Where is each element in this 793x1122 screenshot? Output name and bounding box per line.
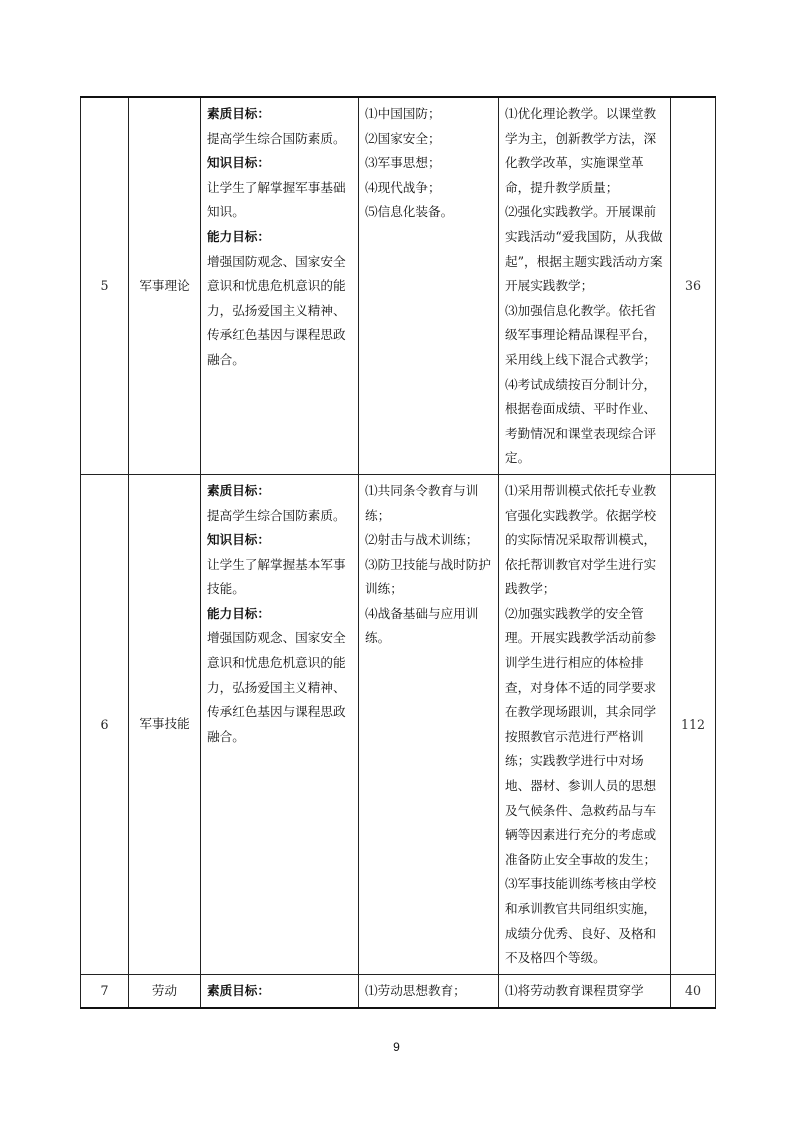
content-item: ⑷战备基础与应用训练。 (365, 605, 479, 646)
course-name: 军事理论 (129, 97, 201, 474)
course-number: 6 (81, 474, 129, 974)
table-row (81, 974, 716, 1008)
course-hours: 36 (671, 97, 716, 474)
objective-label: 素质目标： (207, 106, 270, 121)
course-number: 7 (81, 974, 129, 1008)
course-objectives (201, 474, 359, 974)
course-content (359, 974, 499, 1008)
teaching-requirements (499, 97, 671, 474)
objective-label: 能力目标： (207, 228, 270, 244)
course-objectives (201, 97, 359, 474)
course-content (359, 97, 499, 474)
content-item: ⑸信息化装备。 (365, 204, 454, 220)
objective-label: 知识目标： (207, 155, 270, 171)
course-name: 军事技能 (129, 474, 201, 974)
course-objectives (201, 974, 359, 1008)
objective-text: 让学生了解掌握军事基础知识。 (207, 179, 346, 220)
content-item: ⑴共同条令教育与训练； (365, 482, 479, 523)
requirement-item: ⑷考试成绩按百分制计分，根据卷面成绩、平时作业、考勤情况和课堂表现综合评定。 (505, 376, 657, 466)
course-content (359, 474, 499, 974)
content-item: ⑷现代战争； (365, 179, 441, 195)
content-item: ⑴劳动思想教育； (365, 982, 466, 998)
teaching-requirements (499, 974, 671, 1008)
objective-text: 增强国防观念、国家安全意识和忧患危机意识的能力，弘扬爱国主义精神、传承红色基因与课程思政融合。 (207, 253, 346, 367)
course-table (80, 96, 716, 1009)
requirement-item: ⑴采用帮训模式依托专业教官强化实践教学。依据学校的实际情况采取帮训模式，依托帮训教官对学生进行实践教学； (505, 482, 657, 597)
requirement-item: ⑵加强实践教学的安全管理。开展实践教学活动前参训学生进行相应的体检排查，对身体不适的同学要求在教学现场跟训，其余同学按照教官示范进行严格训练；实践教学进行中对场地、器材、参训人员的思想及气候条件、急救药品与车辆等因素进行充分的考虑或准备防止安全事故的发生； (505, 605, 657, 867)
objective-text: 让学生了解掌握基本军事技能。 (207, 556, 346, 597)
requirement-item: ⑵强化实践教学。开展课前实践活动“爱我国防，从我做起”，根据主题实践活动方案开展实践教学； (505, 204, 663, 294)
objective-text: 提高学生综合国防素质。 (207, 130, 346, 146)
table-row (81, 97, 716, 474)
content-item: ⑵国家安全； (365, 130, 441, 146)
objective-label: 能力目标： (207, 605, 270, 621)
course-name: 劳动 (129, 974, 201, 1008)
table-row (81, 474, 716, 974)
teaching-requirements (499, 474, 671, 974)
requirement-item: ⑴优化理论教学。以课堂教学为主，创新教学方法，深化教学改革，实施课堂革命，提升教学质量； (505, 106, 657, 195)
objective-text: 提高学生综合国防素质。 (207, 507, 346, 523)
course-hours: 112 (671, 474, 716, 974)
content-item: ⑴中国国防； (365, 106, 441, 121)
requirement-item: ⑴将劳动教育课程贯穿学 (505, 982, 644, 998)
objective-label: 知识目标： (207, 532, 270, 548)
course-number: 5 (81, 97, 129, 474)
content-item: ⑶防卫技能与战时防护训练； (365, 556, 491, 597)
requirement-item: ⑶加强信息化教学。依托省级军事理论精品课程平台，采用线上线下混合式教学； (505, 302, 657, 367)
objective-text: 增强国防观念、国家安全意识和忧患危机意识的能力，弘扬爱国主义精神、传承红色基因与课程思政融合。 (207, 630, 346, 744)
objective-label: 素质目标： (207, 982, 270, 998)
objective-label: 素质目标： (207, 482, 270, 498)
requirement-item: ⑶军事技能训练考核由学校和承训教官共同组织实施，成绩分优秀、良好、及格和不及格四个等级。 (505, 876, 657, 966)
content-item: ⑶军事思想； (365, 155, 441, 171)
content-item: ⑵射击与战术训练； (365, 532, 479, 548)
page-number: 9 (393, 1040, 400, 1054)
course-hours: 40 (671, 974, 716, 1008)
